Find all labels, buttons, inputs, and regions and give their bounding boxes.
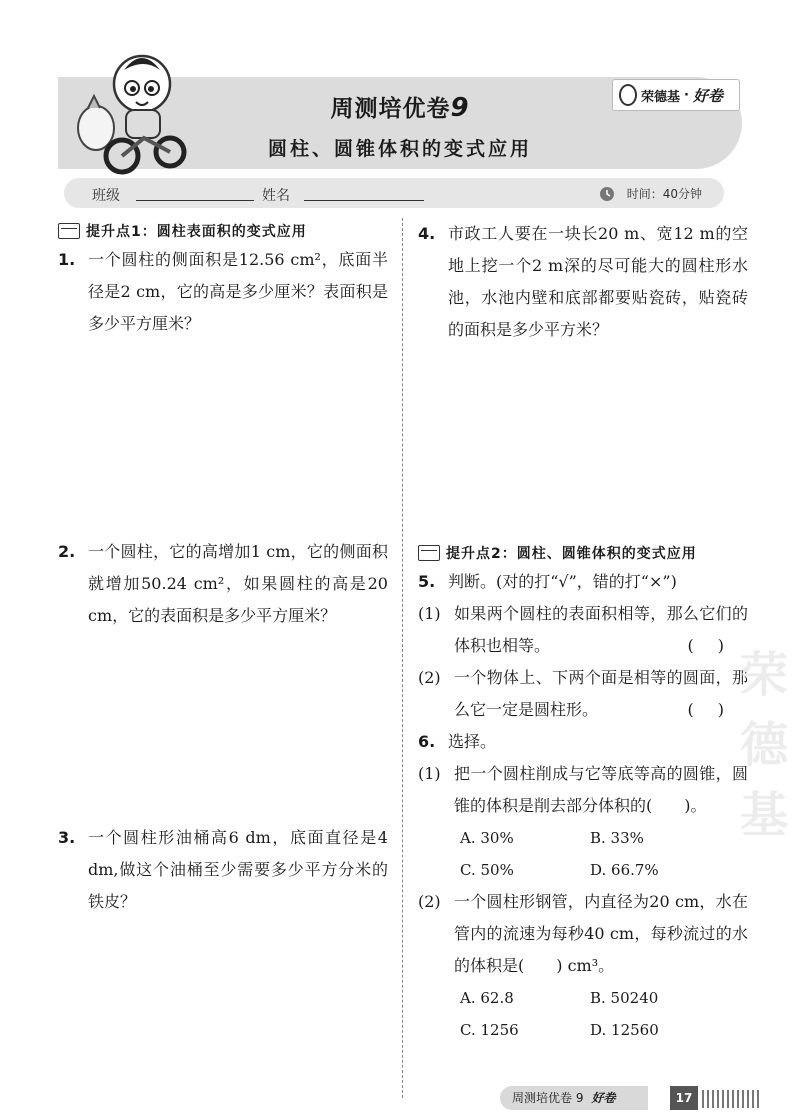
option-b[interactable]: B. 33% [590, 829, 644, 847]
question-3 [58, 822, 388, 918]
brand-logo [612, 79, 740, 111]
options-6-1 [418, 822, 748, 886]
question-text: 市政工人要在一块长20 m、宽12 m的空地上挖一个2 m深的尽可能大的圆柱形水池，水池内壁和底部都要贴瓷砖，贴瓷砖的面积是多少平方米？ [448, 224, 748, 339]
sub-text: 一个物体上、下两个面是相等的圆面，那么它一定是圆柱形。 [454, 668, 748, 719]
section-header-2 [418, 540, 748, 566]
brand-face-icon [619, 84, 637, 106]
footer-tag [500, 1086, 648, 1110]
book-icon [418, 545, 440, 561]
question-text: 一个圆柱的侧面积是12.56 cm²，底面半径是2 cm，它的高是多少厘米？表面积是多少平方厘米？ [88, 250, 388, 333]
section-title-1: 提升点1：圆柱表面积的变式应用 [86, 224, 307, 240]
section-header-1 [58, 218, 388, 244]
class-field[interactable] [136, 200, 254, 201]
question-5 [418, 566, 748, 598]
question-number: 3. [58, 828, 76, 847]
name-field[interactable] [304, 200, 424, 201]
sub-text: 把一个圆柱削成与它等底等高的圆锥，圆锥的体积是削去部分体积的( )。 [454, 764, 748, 815]
question-text: 一个圆柱形油桶高6 dm，底面直径是4 dm,做这个油桶至少需要多少平方分米的铁皮？ [88, 828, 388, 911]
question-number: 6. [418, 732, 436, 751]
sub-number: (1) [418, 764, 441, 783]
brand-name: 荣德基 [641, 89, 681, 105]
question-number: 4. [418, 224, 436, 243]
option-a[interactable]: A. 30% [460, 829, 514, 847]
question-4 [418, 218, 748, 346]
question-number: 1. [58, 250, 76, 269]
title-number: 9 [450, 93, 470, 123]
question-5-1 [418, 598, 748, 662]
option-d[interactable]: D. 66.7% [590, 861, 659, 879]
name-label: 姓名 [262, 188, 290, 204]
page-subtitle: 圆柱、圆锥体积的变式应用 [267, 138, 532, 160]
class-label: 班级 [92, 188, 120, 204]
section-title-2: 提升点2：圆柱、圆锥体积的变式应用 [446, 546, 697, 562]
question-1 [58, 244, 388, 340]
sub-number: (1) [418, 604, 441, 623]
book-icon [58, 223, 80, 239]
option-a[interactable]: A. 62.8 [460, 989, 514, 1007]
question-6 [418, 726, 748, 758]
answer-blank[interactable]: () [687, 636, 748, 655]
column-divider [402, 218, 403, 1098]
page-number: 17 [670, 1086, 698, 1110]
brand-sub: 好卷 [692, 86, 723, 105]
brand-dot: · [684, 87, 689, 103]
left-column [58, 218, 388, 911]
section-2-block [418, 540, 748, 1046]
answer-blank[interactable]: () [687, 700, 748, 719]
option-d[interactable]: D. 12560 [590, 1021, 659, 1039]
sub-number: (2) [418, 668, 441, 687]
decorative-bars [702, 1090, 762, 1108]
right-column [418, 218, 748, 1039]
sub-text: 一个圆柱形钢管，内直径为20 cm，水在管内的流速为每秒40 cm，每秒流过的水的体积是( ) cm³。 [454, 892, 748, 975]
sub-text: 如果两个圆柱的表面积相等，那么它们的体积也相等。 [454, 604, 748, 655]
brand-watermark: 荣德基 [740, 647, 789, 843]
question-5-2 [418, 662, 748, 726]
question-6-1 [418, 758, 748, 822]
footer-label: 周测培优卷 9 [512, 1091, 584, 1105]
question-text: 判断。(对的打“√”，错的打“×”) [448, 572, 677, 591]
sub-number: (2) [418, 892, 441, 911]
option-c[interactable]: C. 50% [460, 861, 514, 879]
question-text: 一个圆柱，它的高增加1 cm，它的侧面积就增加50.24 cm²，如果圆柱的高是20 cm，它的表面积是多少平方厘米？ [88, 542, 388, 625]
info-bar [64, 178, 724, 208]
option-c[interactable]: C. 1256 [460, 1021, 519, 1039]
question-number: 2. [58, 542, 76, 561]
question-number: 5. [418, 572, 436, 591]
option-b[interactable]: B. 50240 [590, 989, 659, 1007]
footer-good: 好卷 [591, 1091, 616, 1105]
clock-icon [598, 184, 616, 202]
time-limit: 时间：40分钟 [626, 187, 702, 201]
question-2 [58, 536, 388, 632]
title-text: 周测培优卷 [330, 96, 451, 122]
question-6-2 [418, 886, 748, 982]
options-6-2 [418, 982, 748, 1046]
question-text: 选择。 [448, 732, 497, 751]
